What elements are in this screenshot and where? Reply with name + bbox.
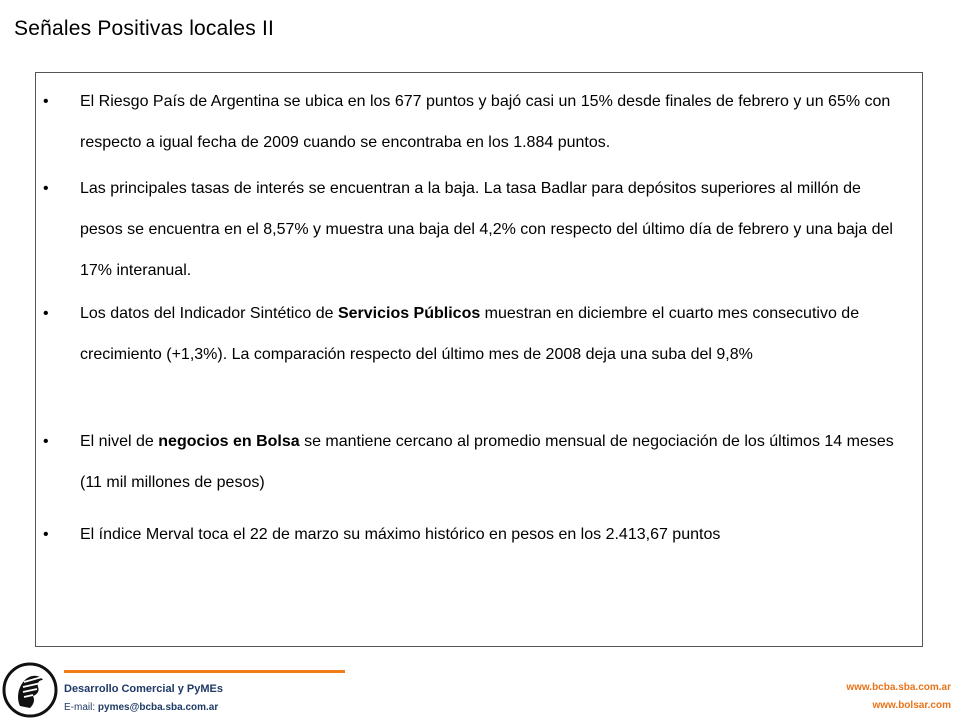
footer-divider bbox=[64, 670, 345, 673]
footer-org-name: Desarrollo Comercial y PyMEs bbox=[64, 683, 223, 695]
bullet-text-run: El Riesgo País de Argentina se ubica en los 677 puntos y bajó casi un 15% desde finales de febrero y un 65% con respecto a igual fecha de 2009 cuando se encontraba en los 1.884 puntos. bbox=[80, 93, 891, 151]
bullet-text bbox=[80, 168, 900, 291]
bullet-text bbox=[80, 514, 900, 555]
content-box bbox=[35, 72, 923, 647]
bullet-text bbox=[80, 421, 900, 503]
footer-email-label: E-mail: bbox=[64, 702, 98, 713]
slide-title: Señales Positivas locales II bbox=[14, 17, 275, 40]
bullet-text-run: Los datos del Indicador Sintético de bbox=[80, 305, 338, 322]
bullet-dot: • bbox=[43, 93, 49, 110]
bullet-text bbox=[80, 293, 900, 375]
bullet-text-run: El nivel de bbox=[80, 433, 159, 450]
bullet-dot: • bbox=[43, 526, 49, 543]
bullet-highlight: Servicios Públicos bbox=[337, 305, 481, 322]
footer-email-link[interactable]: pymes@bcba.sba.com.ar bbox=[97, 702, 219, 713]
bullet-text-run: El índice Merval toca el 22 de marzo su máximo histórico en pesos en los 2.413,67 puntos bbox=[80, 526, 721, 543]
footer-email bbox=[64, 702, 218, 713]
bullet-text-run: muestran en diciembre el cuarto mes consecutivo de crecimiento (+1,3%). La comparación respecto del último mes de 2008 deja una suba del 9,8% bbox=[80, 305, 860, 363]
bullet-dot: • bbox=[43, 305, 49, 322]
bullet-text bbox=[80, 81, 900, 163]
bullet-dot: • bbox=[43, 433, 49, 450]
bullet-dot: • bbox=[43, 180, 49, 197]
footer-link-bcba[interactable]: www.bcba.sba.com.ar bbox=[846, 682, 951, 693]
footer-link-bolsar[interactable]: www.bolsar.com bbox=[872, 700, 951, 711]
bullet-text-run: Las principales tasas de interés se encuentran a la baja. La tasa Badlar para depósitos superiores al millón de pesos se encuentra en el 8,57% y muestra una baja del 4,2% con respecto del último día de febrero y una baja del 17% interanual. bbox=[80, 180, 893, 279]
bullet-highlight: negocios en Bolsa bbox=[158, 433, 300, 450]
bullet-text-run: se mantiene cercano al promedio mensual de negociación de los últimos 14 meses (11 mil millones de pesos) bbox=[80, 433, 894, 491]
bcba-logo-icon bbox=[2, 662, 58, 718]
